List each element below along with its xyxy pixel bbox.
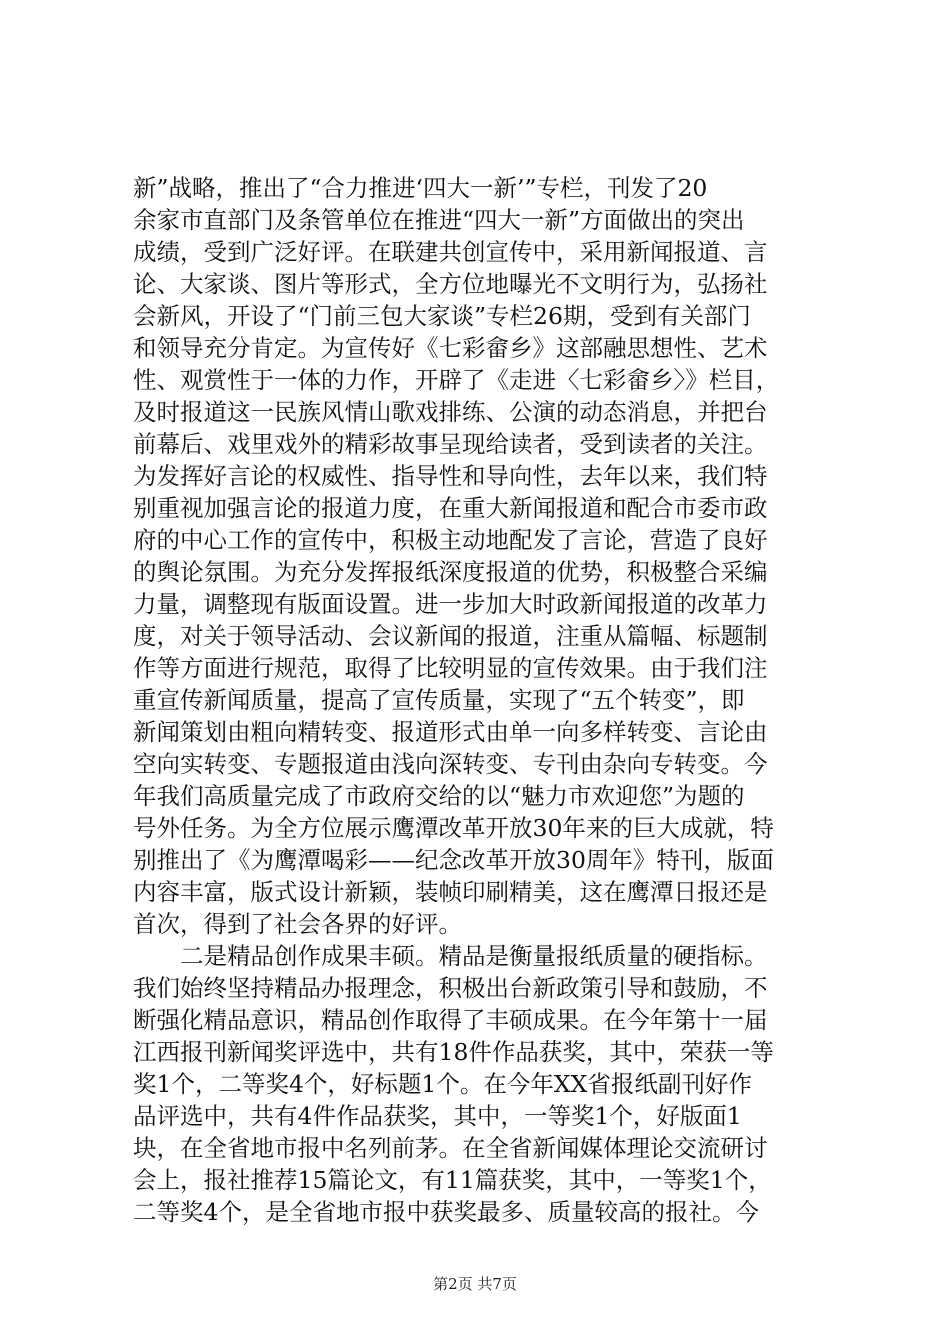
body-text [133, 172, 833, 1228]
text-line: 江西报刊新闻奖评选中，共有18件作品获奖，其中，荣获一等 [133, 1038, 774, 1066]
text-line: 二等奖4个，是全省地市报中获奖最多、质量较高的报社。今 [133, 1198, 759, 1226]
text-line: 会上，报社推荐15篇论文，有11篇获奖，其中，一等奖1个， [133, 1166, 772, 1194]
text-line: 别重视加强言论的报道力度，在重大新闻报道和配合市委市政 [133, 494, 768, 522]
text-line: 和领导充分肯定。为宣传好《七彩畲乡》这部融思想性、艺术 [133, 334, 768, 362]
text-line: 别推出了《为鹰潭喝彩——纪念改革开放30周年》特刊，版面 [133, 846, 774, 874]
text-line: 论、大家谈、图片等形式，全方位地曝光不文明行为，弘扬社 [133, 270, 768, 298]
paragraph-start-line: 二是精品创作成果丰硕。精品是衡量报纸质量的硬指标。 [180, 942, 768, 970]
text-line: 余家市直部门及条管单位在推进“四大一新”方面做出的突出 [133, 206, 745, 234]
text-line: 首次，得到了社会各界的好评。 [133, 910, 462, 938]
text-line: 会新风，开设了“门前三包大家谈”专栏26期，受到有关部门 [133, 302, 751, 330]
text-line: 重宣传新闻质量，提高了宣传质量，实现了“五个转变”，即 [133, 686, 745, 714]
text-line: 力量，调整现有版面设置。进一步加大时政新闻报道的改革力 [133, 590, 768, 618]
text-line: 块，在全省地市报中名列前茅。在全省新闻媒体理论交流研讨 [133, 1134, 768, 1162]
text-line: 号外任务。为全方位展示鹰潭改革开放30年来的巨大成就，特 [133, 814, 774, 842]
text-line: 年我们高质量完成了市政府交给的以“魅力市欢迎您”为题的 [133, 782, 745, 810]
text-line: 断强化精品意识，精品创作取得了丰硕成果。在今年第十一届 [133, 1006, 768, 1034]
text-line: 为发挥好言论的权威性、指导性和导向性，去年以来，我们特 [133, 462, 768, 490]
text-line: 新闻策划由粗向精转变、报道形式由单一向多样转变、言论由 [133, 718, 768, 746]
text-line: 的舆论氛围。为充分发挥报纸深度报道的优势，积极整合采编 [133, 558, 768, 586]
text-line: 度，对关于领导活动、会议新闻的报道，注重从篇幅、标题制 [133, 622, 768, 650]
text-line: 性、观赏性于一体的力作，开辟了《走进〈七彩畲乡〉》栏目， [133, 366, 780, 394]
text-line: 我们始终坚持精品办报理念，积极出台新政策引导和鼓励，不 [133, 974, 768, 1002]
text-line: 前幕后、戏里戏外的精彩故事呈现给读者，受到读者的关注。 [133, 430, 768, 458]
text-line: 作等方面进行规范，取得了比较明显的宣传效果。由于我们注 [133, 654, 768, 682]
text-line: 及时报道这一民族风情山歌戏排练、公演的动态消息，并把台 [133, 398, 768, 426]
text-line: 空向实转变、专题报道由浅向深转变、专刊由杂向专转变。今 [133, 750, 768, 778]
page-footer: 第2页 共7页 [433, 1275, 517, 1293]
text-line: 奖1个，二等奖4个，好标题1个。在今年XX省报纸副刊好作 [133, 1070, 752, 1098]
text-line: 成绩，受到广泛好评。在联建共创宣传中，采用新闻报道、言 [133, 238, 768, 266]
text-line: 品评选中，共有4件作品获奖，其中，一等奖1个，好版面1 [133, 1102, 742, 1130]
text-line: 内容丰富，版式设计新颖，装帧印刷精美，这在鹰潭日报还是 [133, 878, 768, 906]
text-line: 新”战略，推出了“合力推进‘四大一新’”专栏，刊发了20 [133, 174, 708, 202]
text-line: 府的中心工作的宣传中，积极主动地配发了言论，营造了良好 [133, 526, 768, 554]
